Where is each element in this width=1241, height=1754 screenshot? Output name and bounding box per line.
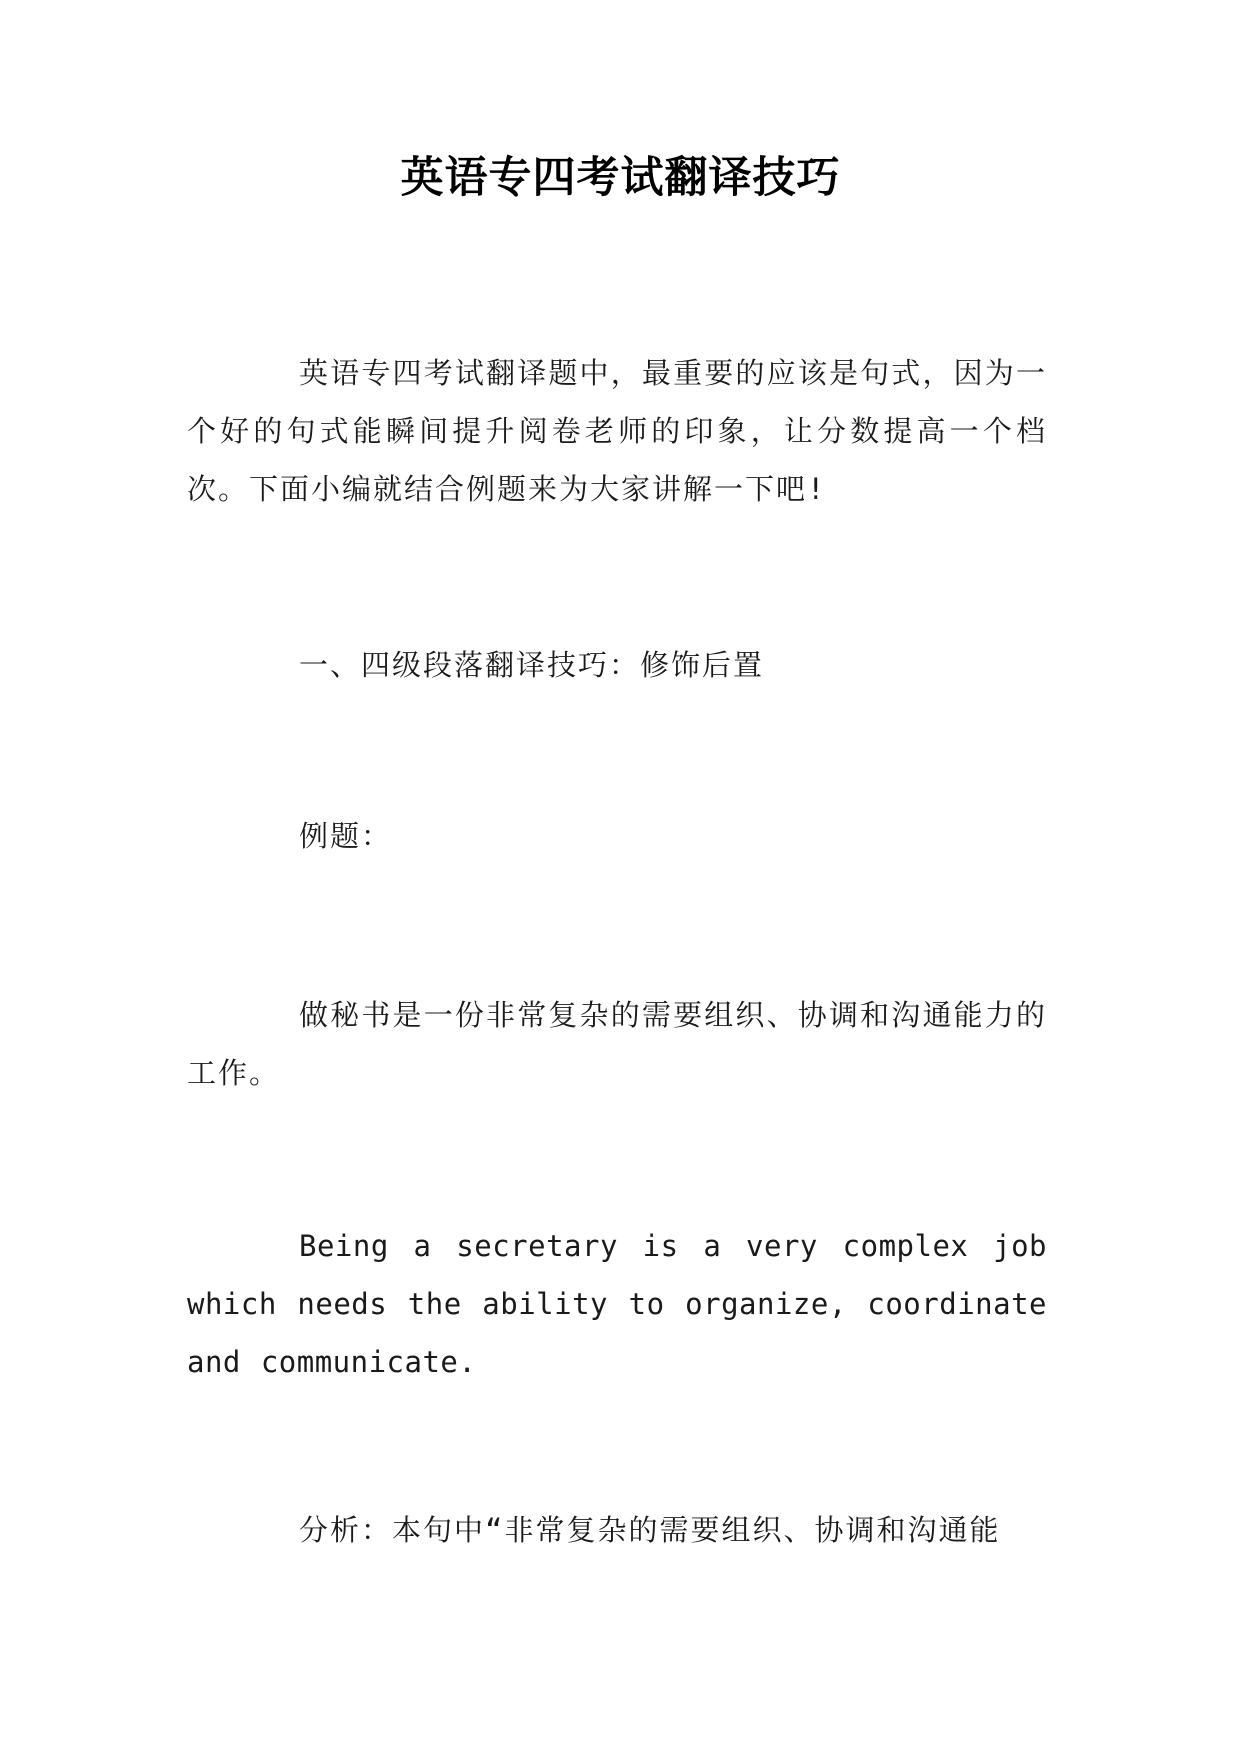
document-title: 英语专四考试翻译技巧 <box>400 153 841 203</box>
example-label: 例题： <box>299 819 393 853</box>
example-chinese-sentence: 做秘书是一份非常复杂的需要组织、协调和沟通能力的工作。 <box>187 998 1047 1090</box>
section-heading: 一、四级段落翻译技巧：修饰后置 <box>299 648 765 682</box>
analysis-paragraph: 分析：本句中“非常复杂的需要组织、协调和沟通能 <box>299 1513 1001 1547</box>
example-english-translation: Being a secretary is a very complex job which needs the ability to organize, coordinate and communicate. <box>187 1229 1047 1379</box>
intro-paragraph: 英语专四考试翻译题中，最重要的应该是句式，因为一个好的句式能瞬间提升阅卷老师的印象，让分数提高一个档次。下面小编就结合例题来为大家讲解一下吧! <box>187 356 1047 506</box>
